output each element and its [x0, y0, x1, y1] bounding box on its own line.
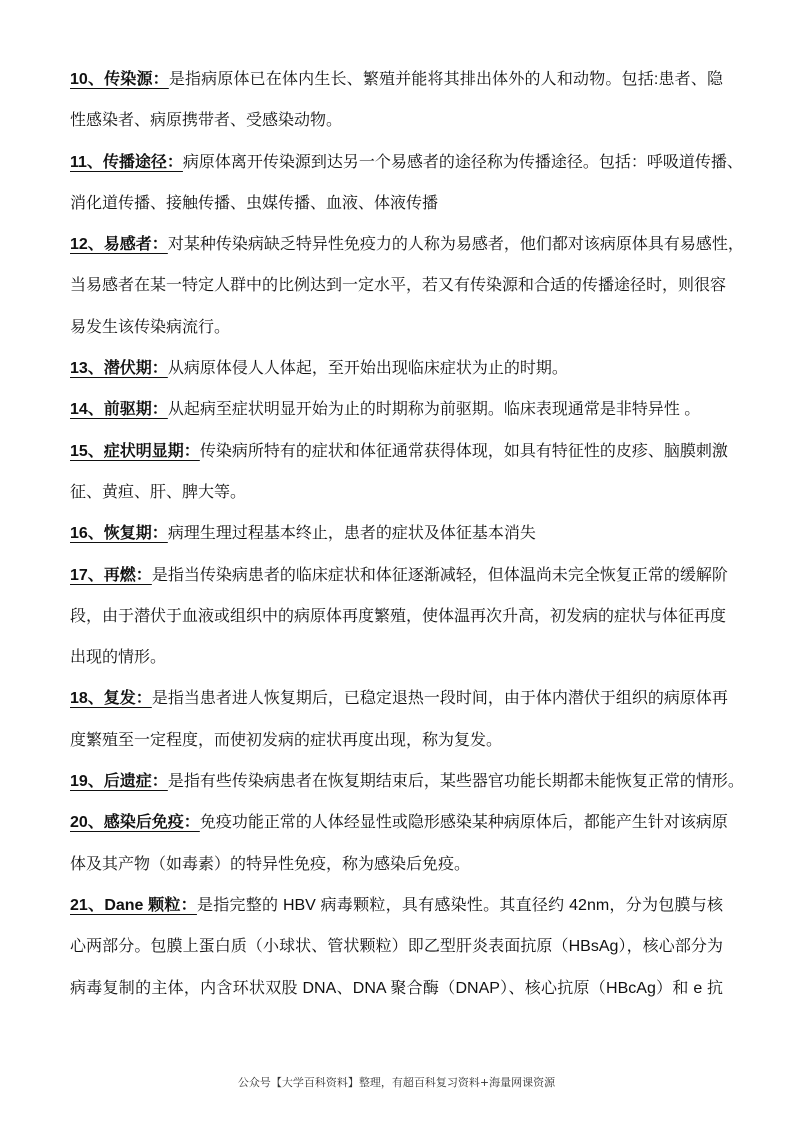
- definition-text: 征、黄疸、肝、脾大等。: [70, 483, 247, 501]
- text-line: [70, 355, 723, 396]
- text-line: [70, 644, 723, 685]
- text-line: [70, 768, 744, 809]
- definition-paragraph: [70, 355, 723, 396]
- text-line: [70, 66, 723, 107]
- definition-paragraph: [70, 149, 743, 232]
- definition-text: 性感染者、病原携带者、受感染动物。: [70, 112, 343, 130]
- definition-text: 是指病原体已在体内生长、繁殖并能将其排出体外的人和动物。包括:患者、隐: [168, 71, 723, 88]
- text-line: [70, 149, 743, 190]
- text-line: [70, 479, 723, 520]
- definition-text: 出现的情形。: [70, 649, 167, 667]
- footer-note: 公众号【大学百科资料】整理，有超百科复习资料+海量网课资源: [237, 1076, 556, 1089]
- definition-paragraph: [70, 231, 744, 355]
- definition-text: 对某种传染病缺乏特异性免疫力的人称为易感者，他们都对该病原体具有易感性，: [167, 236, 744, 254]
- text-line: [70, 727, 723, 768]
- definition-text: 病理生理过程基本终止，患者的症状及体征基本消失: [167, 525, 536, 543]
- term-label: 21、Dane 颗粒：: [70, 896, 197, 914]
- text-line: [70, 314, 723, 355]
- term-label: 14、前驱期：: [70, 401, 168, 419]
- text-line: [70, 231, 744, 272]
- term-label: 10、传染源：: [70, 71, 169, 88]
- text-line: [70, 851, 723, 892]
- definition-text: 当易感者在某一特定人群中的比例达到一定水平，若又有传染源和合适的传播途径时，则很容: [70, 277, 727, 295]
- definition-text: 从起病至症状明显开始为止的时期称为前驱期。临床表现通常是非特异性 。: [167, 401, 701, 419]
- definition-text: 体及其产物（如毒素）的特异性免疫，称为感染后免疫。: [70, 855, 471, 873]
- definition-text: 消化道传播、接触传播、虫媒传播、血液、体液传播: [70, 194, 439, 212]
- term-label: 15、症状明显期：: [70, 442, 200, 460]
- term-label: 16、恢复期：: [70, 525, 168, 543]
- term-label: 11、传播途径：: [70, 153, 183, 171]
- definition-text: 是指当传染病患者的临床症状和体征逐渐减轻，但体温尚未完全恢复正常的缓解阶: [151, 566, 728, 584]
- text-line: [70, 975, 723, 1016]
- text-line: [70, 603, 727, 644]
- text-line: [70, 685, 728, 726]
- definition-paragraph: [70, 520, 723, 561]
- definition-paragraph: [70, 685, 728, 768]
- definition-paragraph: [70, 562, 728, 686]
- definition-text: 免疫功能正常的人体经显性或隐形感染某种病原体后，都能产生针对该病原: [199, 814, 728, 832]
- definition-text: 度繁殖至一定程度，而使初发病的症状再度出现，称为复发。: [70, 731, 503, 749]
- definition-paragraph: [70, 809, 728, 892]
- definition-text: 病毒复制的主体，内含环状双股 DNA、DNA 聚合酶（DNAP）、核心抗原（HBcAg）和 e 抗: [70, 979, 723, 997]
- document-body: [70, 66, 744, 1016]
- term-label: 12、易感者：: [70, 236, 168, 254]
- text-line: [70, 520, 723, 561]
- definition-text: 是指完整的 HBV 病毒颗粒，具有感染性。其直径约 42nm，分为包膜与核: [196, 896, 723, 914]
- definition-text: 传染病所特有的症状和体征通常获得体现，如具有特征性的皮疹、脑膜刺激: [199, 442, 728, 460]
- definition-text: 易发生该传染病流行。: [70, 318, 231, 336]
- definition-text: 心两部分。包膜上蛋白质（小球状、管状颗粒）即乙型肝炎表面抗原（HBsAg），核心部分为: [70, 938, 723, 956]
- text-line: [70, 396, 723, 437]
- text-line: [70, 107, 723, 148]
- text-line: [70, 272, 727, 313]
- definition-paragraph: [70, 438, 728, 521]
- definition-paragraph: [70, 768, 744, 809]
- term-label: 13、潜伏期：: [70, 360, 168, 378]
- term-label: 20、感染后免疫：: [70, 814, 200, 832]
- definition-text: 病原体离开传染源到达另一个易感者的途径称为传播途径。包括：呼吸道传播、: [182, 153, 743, 171]
- term-label: 19、后遗症：: [70, 773, 168, 791]
- definition-text: 段，由于潜伏于血液或组织中的病原体再度繁殖，使体温再次升高，初发病的症状与体征再度: [70, 607, 727, 625]
- definition-paragraph: [70, 396, 723, 437]
- definition-paragraph: [70, 892, 723, 1016]
- term-label: 17、再燃：: [70, 566, 152, 584]
- text-line: [70, 190, 723, 231]
- definition-text: 是指当患者进人恢复期后，已稳定退热一段时间，由于体内潜伏于组织的病原体再: [151, 690, 728, 708]
- text-line: [70, 562, 728, 603]
- text-line: [70, 933, 723, 974]
- text-line: [70, 809, 728, 850]
- definition-text: 从病原体侵人人体起，至开始出现临床症状为止的时期。: [167, 360, 568, 378]
- definition-paragraph: [70, 66, 723, 149]
- term-label: 18、复发：: [70, 690, 152, 708]
- definition-text: 是指有些传染病患者在恢复期结束后，某些器官功能长期都未能恢复正常的情形。: [167, 773, 744, 791]
- text-line: [70, 438, 728, 479]
- text-line: [70, 892, 723, 933]
